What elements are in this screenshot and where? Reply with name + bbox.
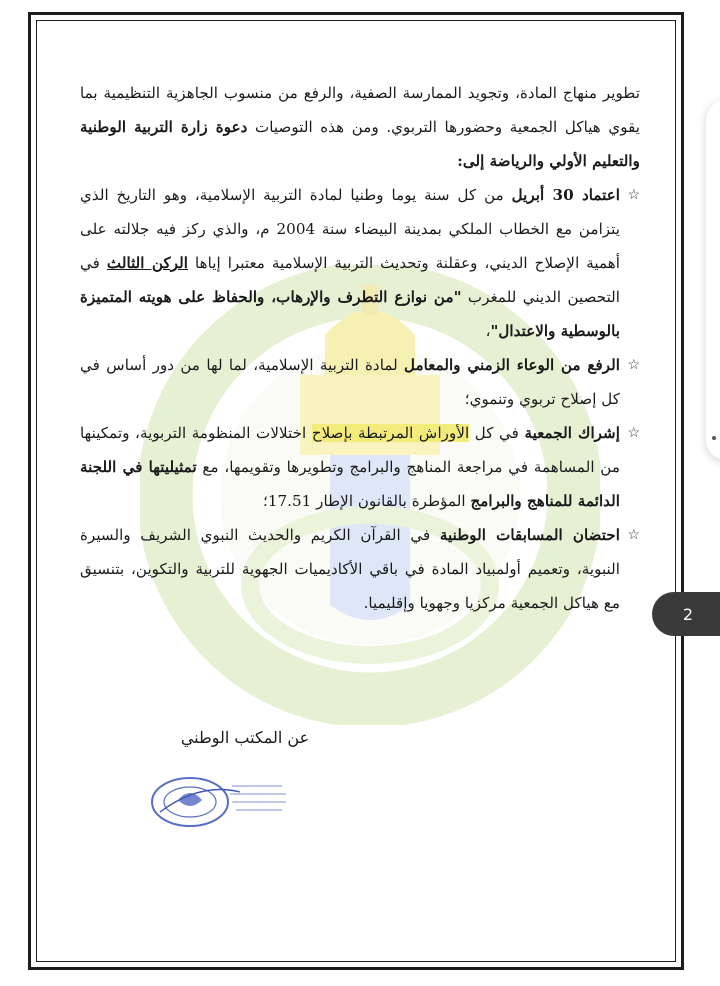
item-text: في كل <box>469 424 525 442</box>
page-number-badge: 2 <box>652 592 720 636</box>
item-bold-lead: إشراك الجمعية <box>524 424 621 442</box>
item-text: لمادة التربية الإسلامية، لما لها من دور أساس في كل إصلاح تربوي وتنموي؛ <box>80 356 620 408</box>
star-icon: ☆ <box>627 187 640 203</box>
intro-paragraph <box>80 76 640 178</box>
item-text: في التحصين الديني للمغرب <box>80 254 621 306</box>
item-text: من كل سنة يوما وطنيا لمادة التربية الإسلامية، وهو التاريخ الذي يتزامن مع الخطاب الملكي بمدينة البيضاء سنة 2004 م، والذي ركز فيه جلالته على أهمية الإصلاح الديني، وعقلنة وتحديث التربية الإسلامية معتبرا إياها <box>80 186 621 272</box>
item-bold-lead: الرفع من الوعاء الزمني والمعامل <box>404 356 620 374</box>
panel-handle-dot <box>712 436 716 440</box>
star-icon: ☆ <box>627 357 640 373</box>
item-bold-quote: "من نوازع التطرف والإرهاب، والحفاظ على هويته المتميزة بالوسطية والاعتدال" <box>80 288 620 340</box>
star-icon: ☆ <box>627 527 640 543</box>
item-text: المؤطرة بالقانون الإطار 17.51؛ <box>262 492 471 510</box>
list-item <box>80 178 640 348</box>
item-highlighted-text: الأوراش المرتبطة بإصلاح <box>311 424 470 442</box>
item-bold-text: تمثيليتها في اللجنة الدائمة للمناهج والبرامج <box>80 458 620 510</box>
intro-text: تطوير منهاج المادة، وتجويد الممارسة الصفية، والرفع من منسوب الجاهزية التنظيمية بما يقوي هياكل الجمعية وحضورها التربوي. ومن هذه التوصيات <box>80 84 641 136</box>
item-text: اختلالات المنظومة التربوية، وتمكينها من المساهمة في مراجعة المناهج والبرامج وتطويرها وتقويمها، مع <box>80 424 620 476</box>
item-underlined-text: الركن الثالث <box>106 254 188 272</box>
letter-body <box>80 76 640 620</box>
official-stamp <box>140 772 290 832</box>
item-text: في القرآن الكريم والحديث النبوي الشريف والسيرة النبوية، وتعميم أولمبياد المادة في باقي الأكاديميات الجهوية للتربية والتكوين، بتنسيق مع هياكل الجمعية مركزيا وجهويا وإقليميا. <box>80 526 620 612</box>
intro-bold-text: دعوة زارة التربية الوطنية والتعليم الأولي والرياضة إلى: <box>80 118 640 170</box>
list-item <box>80 348 640 416</box>
viewer-side-panel[interactable] <box>706 100 720 460</box>
item-bold-lead: اعتماد 30 أبريل <box>511 186 620 204</box>
list-item <box>80 518 640 620</box>
signature-line: عن المكتب الوطني <box>180 728 310 747</box>
recommendations-list <box>80 178 640 620</box>
item-bold-lead: احتضان المسابقات الوطنية <box>439 526 620 544</box>
list-item <box>80 416 640 518</box>
item-text: ، <box>485 322 491 340</box>
star-icon: ☆ <box>627 425 640 441</box>
